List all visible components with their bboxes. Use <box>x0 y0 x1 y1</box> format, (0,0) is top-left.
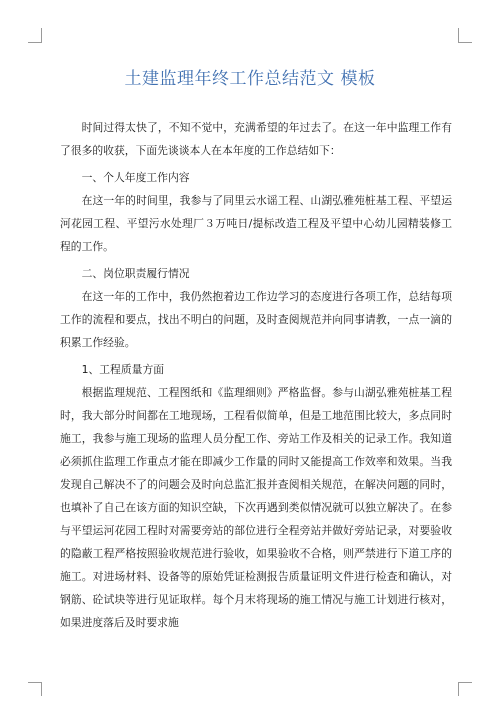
section-heading-work-content: 一、个人年度工作内容 <box>81 171 190 184</box>
section-heading-duties: 二、岗位职责履行情况 <box>81 267 190 280</box>
intro-paragraph: 时间过得太快了，不知不觉中，充满希望的年过去了。在这一年中监理工作有了很多的收获，下面先谈谈本人在本年度的工作总结如下： <box>60 121 452 157</box>
crop-mark-top-right <box>458 28 459 42</box>
crop-mark-bottom-left <box>41 682 42 696</box>
crop-mark-top-left <box>41 28 42 42</box>
crop-mark-bottom-right <box>458 682 472 683</box>
quality-paragraph: 根据监理规范、工程图纸和《监理细则》严格监督。参与山湖弘雅苑桩基工程时，我大部分时间都在工地现场，工程看似简单，但是工地范围比较大，多点同时施工，我参与施工现场的监理人员分配工作、旁站工作及相关的记录工作。我知道必须抓住监理工作重点才能在即减少工作量的同时又能提高工作效率和效果。当我发现自己解决不了的问题会及时向总监汇报并查阅相关规范，在解决问题的同时，也填补了自己在该方面的知识空缺，下次再遇到类似情况就可以独立解决了。在参与平望运河花园工程时对需要旁站的部位进行全程旁站并做好旁站记录，对要验收的隐蔽工程严格按照验收规范进行验收，如果验收不合格，则严禁进行下道工序的施工。对进场材料、设备等的原始凭证检测报告质量证明文件进行检查和确认，对钢筋、砼试块等进行见证取样。每个月末将现场的施工情况与施工计划进行核对，如果进度落后及时要求施 <box>60 386 452 629</box>
section-heading-quality: 1、工程质量方面 <box>81 363 165 376</box>
crop-mark-bottom-right <box>458 682 459 696</box>
crop-mark-top-left <box>28 42 42 43</box>
crop-mark-bottom-left <box>28 682 42 683</box>
crop-mark-top-right <box>458 42 472 43</box>
work-content-paragraph: 在这一年的时间里，我参与了同里云水谣工程、山湖弘雅苑桩基工程、平望运河花园工程、平望污水处理厂３万吨日/提标改造工程及平望中心幼儿园精装修工程的工作。 <box>60 194 452 253</box>
duties-paragraph: 在这一年的工作中，我仍然抱着边工作边学习的态度进行各项工作，总结每项工作的流程和要点，找出不明白的问题，及时查阅规范并向同事请教，一点一滴的积累工作经验。 <box>60 290 452 349</box>
document-body <box>60 116 452 634</box>
document-title: 土建监理年终工作总结范文 模板 <box>124 69 376 89</box>
